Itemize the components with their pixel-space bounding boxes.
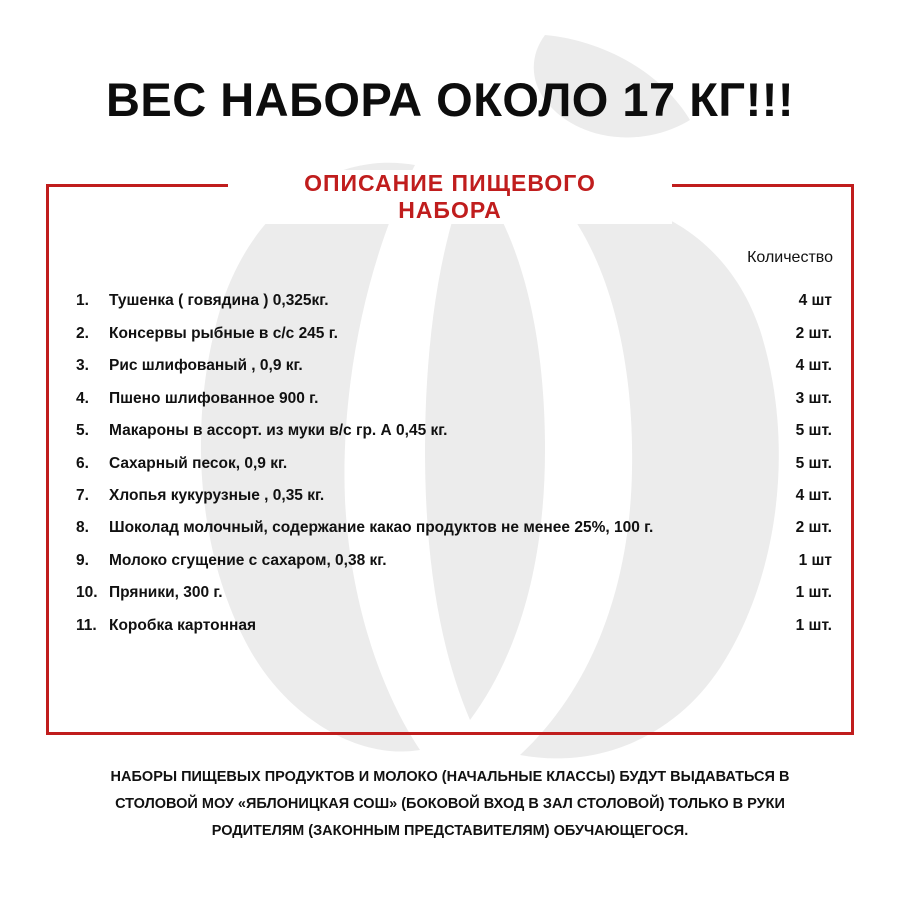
item-number: 5.	[76, 422, 89, 439]
item-number: 6.	[76, 455, 89, 472]
item-name: Макароны в ассорт. из муки в/с гр. А 0,45 кг.	[109, 422, 448, 439]
item-number: 3.	[76, 357, 89, 374]
list-item	[76, 549, 832, 573]
item-quantity: 1 шт.	[795, 584, 832, 601]
item-name: Консервы рыбные в с/с 245 г.	[109, 325, 338, 342]
notice-line-1: НАБОРЫ ПИЩЕВЫХ ПРОДУКТОВ И МОЛОКО (НАЧАЛЬНЫЕ КЛАССЫ) БУДУТ ВЫДАВАТЬСЯ В	[110, 769, 790, 785]
item-quantity: 5 шт.	[795, 422, 832, 439]
item-name: Пряники, 300 г.	[109, 584, 223, 601]
item-name: Сахарный песок, 0,9 кг.	[109, 455, 288, 472]
item-quantity: 2 шт.	[795, 519, 832, 536]
item-number: 4.	[76, 390, 89, 407]
list-item	[76, 484, 832, 508]
item-quantity: 4 шт.	[795, 357, 832, 374]
item-quantity: 2 шт.	[795, 325, 832, 342]
list-item	[76, 289, 832, 313]
item-quantity: 1 шт.	[795, 617, 832, 634]
item-name: Шоколад молочный, содержание какао продуктов не менее 25%, 100 г.	[109, 519, 654, 536]
list-item	[76, 581, 832, 605]
list-item	[76, 452, 832, 476]
item-name: Пшено шлифованное 900 г.	[109, 390, 319, 407]
list-item	[76, 322, 832, 346]
list-item	[76, 614, 832, 638]
section-title	[228, 170, 672, 224]
list-item	[76, 516, 832, 540]
item-number: 1.	[76, 292, 89, 309]
item-name: Хлопья кукурузные , 0,35 кг.	[109, 487, 325, 504]
item-number: 8.	[76, 519, 89, 536]
item-quantity: 4 шт.	[795, 487, 832, 504]
quantity-column-header: Количество	[747, 249, 833, 266]
item-name: Рис шлифованый , 0,9 кг.	[109, 357, 303, 374]
item-number: 7.	[76, 487, 89, 504]
notice-line-2: СТОЛОВОЙ МОУ «ЯБЛОНИЦКАЯ СОШ» (БОКОВОЙ ВХОД В ЗАЛ СТОЛОВОЙ) ТОЛЬКО В РУКИ	[115, 796, 785, 812]
list-item	[76, 354, 832, 378]
item-number: 9.	[76, 552, 89, 569]
list-item	[76, 419, 832, 443]
page-title: ВЕС НАБОРА ОКОЛО 17 КГ!!!	[105, 73, 795, 126]
item-quantity: 5 шт.	[795, 455, 832, 472]
item-number: 11.	[76, 617, 97, 634]
item-quantity: 1 шт	[798, 552, 832, 569]
item-number: 2.	[76, 325, 89, 342]
notice-line-3: РОДИТЕЛЯМ (ЗАКОННЫМ ПРЕДСТАВИТЕЛЯМ) ОБУЧАЮЩЕГОСЯ.	[211, 823, 689, 839]
item-number: 10.	[76, 584, 98, 601]
section-title-line-1: ОПИСАНИЕ ПИЩЕВОГО	[304, 170, 596, 196]
section-title-line-2: НАБОРА	[398, 197, 502, 223]
item-name: Коробка картонная	[109, 617, 257, 634]
item-quantity: 3 шт.	[795, 390, 832, 407]
item-name: Молоко сгущение с сахаром, 0,38 кг.	[109, 552, 387, 569]
list-item	[76, 387, 832, 411]
item-name: Тушенка ( говядина ) 0,325кг.	[109, 292, 329, 309]
item-quantity: 4 шт	[798, 292, 832, 309]
distribution-notice	[40, 764, 860, 845]
